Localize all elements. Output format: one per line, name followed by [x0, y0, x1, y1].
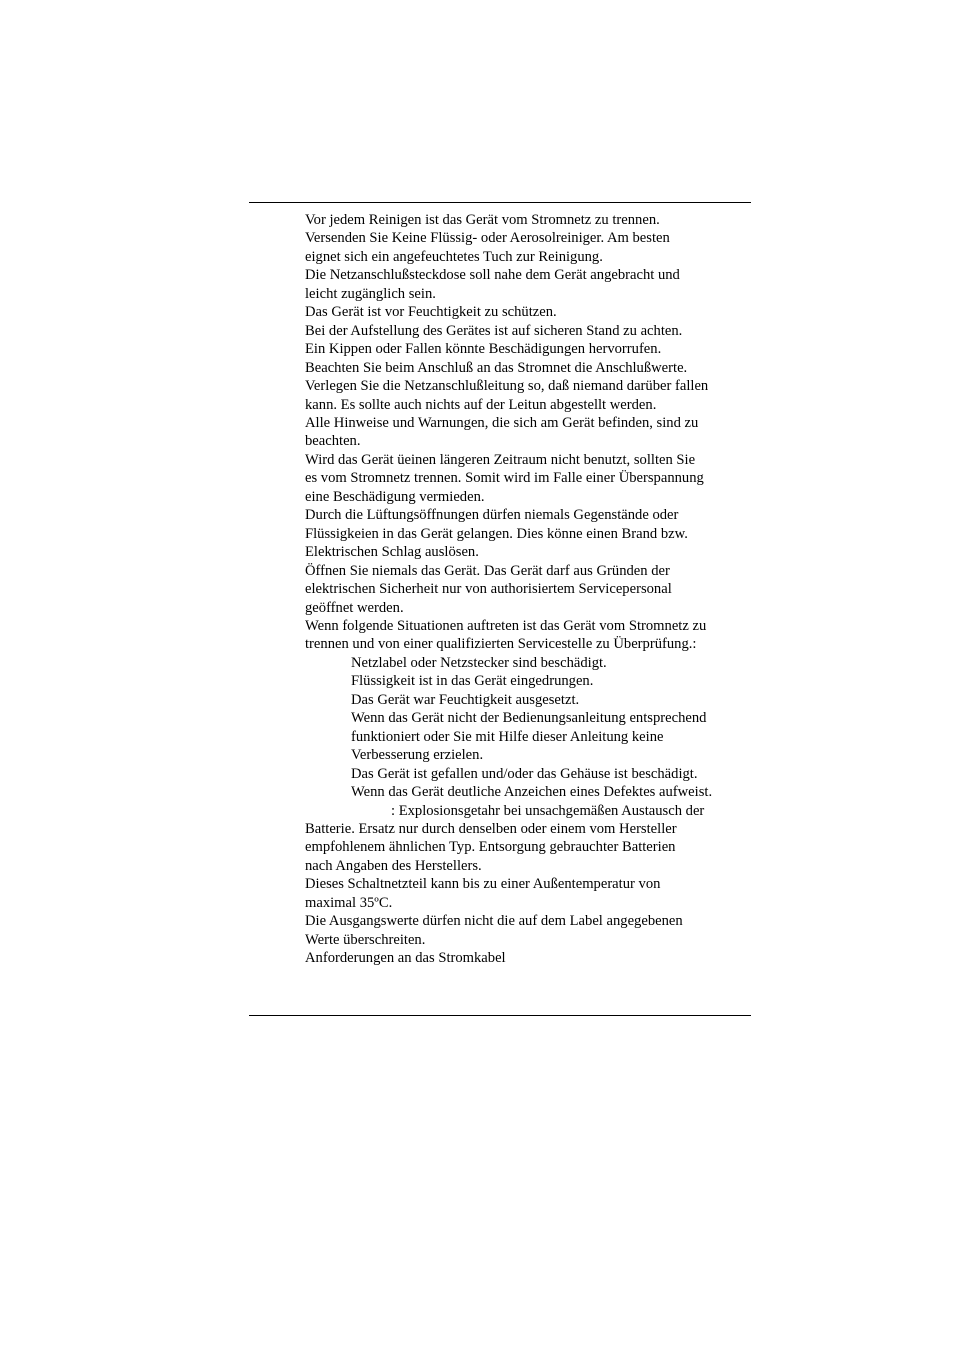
instruction-paragraph-line: Durch die Lüftungsöffnungen dürfen niemals Gegenstände oder	[305, 507, 679, 524]
battery-warning-line: empfohlenem ähnlichen Typ. Entsorgung gebrauchter Batterien	[305, 839, 676, 856]
bottom-rule	[249, 1015, 751, 1016]
condition-item-line: funktioniert oder Sie mit Hilfe dieser Anleitung keine	[351, 728, 664, 745]
condition-item-line: Verbesserung erzielen.	[351, 747, 484, 764]
instruction-paragraph	[305, 414, 755, 451]
closing-paragraph-line: maximal 35ºC.	[305, 894, 393, 911]
battery-warning-line: : Explosionsgetahr bei unsachgemäßen Austausch der	[391, 802, 705, 819]
condition-item	[305, 654, 755, 672]
instruction-paragraph	[305, 617, 755, 654]
instruction-paragraph-line: Elektrischen Schlag auslösen.	[305, 544, 479, 561]
instruction-paragraph-line: beachten.	[305, 433, 361, 450]
instruction-paragraph-line: Flüssigkeien in das Gerät gelangen. Dies könne einen Brand bzw.	[305, 525, 688, 542]
instruction-paragraph-line: Das Gerät ist vor Feuchtigkeit zu schützen.	[305, 304, 557, 321]
closing-paragraph-line: Die Ausgangswerte dürfen nicht die auf dem Label angegebenen	[305, 913, 683, 930]
instruction-paragraph-line: geöffnet werden.	[305, 599, 404, 616]
instruction-paragraph-line: Ein Kippen oder Fallen könnte Beschädigungen hervorrufen.	[305, 341, 662, 358]
instruction-paragraph-line: eine Beschädigung vermieden.	[305, 488, 485, 505]
instruction-paragraph	[305, 562, 755, 617]
instruction-paragraph-line: Alle Hinweise und Warnungen, die sich am Gerät befinden, sind zu	[305, 414, 699, 431]
battery-warning-line: nach Angaben des Herstellers.	[305, 857, 482, 874]
closing-paragraph	[305, 912, 755, 949]
instruction-paragraph-line: es vom Stromnetz trennen. Somit wird im Falle einer Überspannung	[305, 470, 704, 487]
instruction-paragraph-line: Verlegen Sie die Netzanschlußleitung so, daß niemand darüber fallen	[305, 378, 709, 395]
instruction-paragraph-line: kann. Es sollte auch nichts auf der Leitun abgestellt werden.	[305, 396, 657, 413]
instruction-paragraph	[305, 322, 755, 359]
instruction-paragraph-line: Versenden Sie Keine Flüssig- oder Aerosolreiniger. Am besten	[305, 230, 670, 247]
instruction-paragraph-line: eignet sich ein angefeuchtetes Tuch zur Reinigung.	[305, 248, 603, 265]
safety-paragraphs	[305, 211, 755, 654]
instruction-paragraph-line: Die Netzanschlußsteckdose soll nahe dem Gerät angebracht und	[305, 267, 680, 284]
closing-paragraph-line: Anforderungen an das Stromkabel	[305, 950, 506, 967]
instruction-paragraph	[305, 211, 755, 229]
condition-item	[305, 765, 755, 783]
condition-item	[305, 783, 755, 801]
closing-paragraph-line: Werte überschreiten.	[305, 931, 426, 948]
instruction-paragraph	[305, 506, 755, 561]
closing-paragraph	[305, 949, 755, 967]
instruction-paragraph-line: leicht zugänglich sein.	[305, 285, 436, 302]
instruction-paragraph	[305, 266, 755, 303]
instruction-paragraph-line: Vor jedem Reinigen ist das Gerät vom Stromnetz zu trennen.	[305, 212, 660, 228]
instruction-paragraph	[305, 377, 755, 414]
condition-item-line: Das Gerät war Feuchtigkeit ausgesetzt.	[351, 691, 580, 708]
condition-item	[305, 672, 755, 690]
safety-instructions	[305, 211, 755, 968]
condition-item-line: Netzlabel oder Netzstecker sind beschädigt.	[351, 654, 607, 671]
instruction-paragraph-line: Bei der Aufstellung des Gerätes ist auf sicheren Stand zu achten.	[305, 322, 683, 339]
closing-paragraphs	[305, 875, 755, 967]
closing-paragraph-line: Dieses Schaltnetzteil kann bis zu einer Außentemperatur von	[305, 876, 661, 893]
instruction-paragraph-line: Wird das Gerät üeinen längeren Zeitraum nicht benutzt, sollten Sie	[305, 451, 696, 468]
battery-warning	[305, 802, 755, 876]
instruction-paragraph-line: Wenn folgende Situationen auftreten ist das Gerät vom Stromnetz zu	[305, 617, 707, 634]
condition-item-line: Flüssigkeit ist in das Gerät eingedrungen.	[351, 673, 594, 690]
instruction-paragraph	[305, 451, 755, 506]
battery-warning-line: Batterie. Ersatz nur durch denselben oder einem vom Hersteller	[305, 820, 677, 837]
instruction-paragraph	[305, 359, 755, 377]
condition-item-line: Wenn das Gerät nicht der Bedienungsanleitung entsprechend	[351, 710, 707, 727]
top-rule	[249, 202, 751, 203]
condition-item-line: Das Gerät ist gefallen und/oder das Gehäuse ist beschädigt.	[351, 765, 698, 782]
instruction-paragraph-line: Öffnen Sie niemals das Gerät. Das Gerät darf aus Gründen der	[305, 562, 670, 579]
instruction-paragraph-line: trennen und von einer qualifizierten Servicestelle zu Überprüfung.:	[305, 636, 697, 653]
condition-list	[305, 654, 755, 802]
instruction-paragraph-line: Beachten Sie beim Anschluß an das Stromnet die Anschlußwerte.	[305, 359, 688, 376]
condition-item	[305, 691, 755, 709]
condition-item	[305, 709, 755, 764]
instruction-paragraph	[305, 303, 755, 321]
closing-paragraph	[305, 875, 755, 912]
instruction-paragraph	[305, 229, 755, 266]
condition-item-line: Wenn das Gerät deutliche Anzeichen eines Defektes aufweist.	[351, 784, 713, 801]
instruction-paragraph-line: elektrischen Sicherheit nur von authorisiertem Servicepersonal	[305, 581, 672, 598]
